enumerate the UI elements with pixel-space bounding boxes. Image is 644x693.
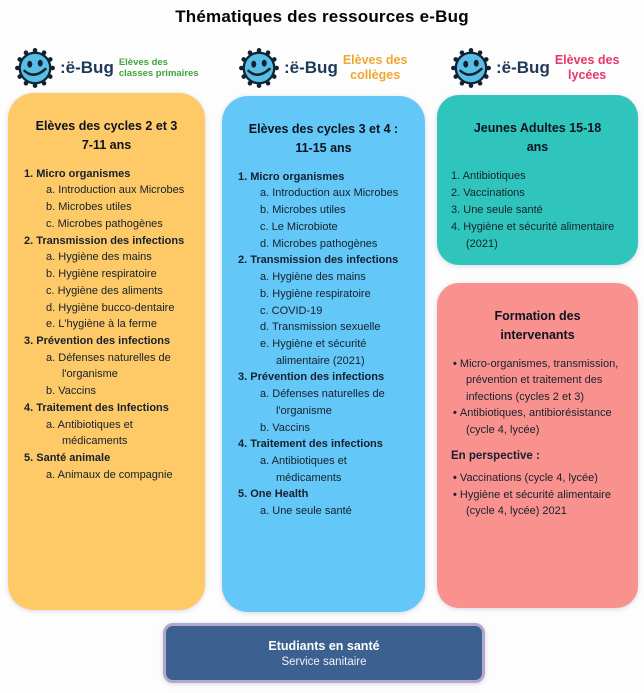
audience-line: collèges xyxy=(350,68,401,82)
logo-ebug-primaires xyxy=(14,47,199,89)
perspective-bullet-list xyxy=(449,470,626,520)
topic-item-text: Défenses naturelles de l'organisme xyxy=(58,351,171,381)
panel-cycles-2-3 xyxy=(8,93,205,610)
topic-item xyxy=(46,283,193,300)
topic-item xyxy=(260,503,413,520)
bullet-text: Vaccinations (cycle 4, lycée) xyxy=(459,472,598,485)
training-bullet-list xyxy=(449,356,626,439)
ebug-brand-text: :ë-Bug xyxy=(496,58,550,77)
panel-title-line: Elèves des cycles 3 et 4 : xyxy=(248,122,399,136)
topic-item-text: Transmission sexuelle xyxy=(272,321,381,334)
topic-item xyxy=(260,303,413,320)
topic-item xyxy=(46,383,193,400)
topic-item xyxy=(260,420,413,437)
topic-item-text: Antibiotiques et médicaments xyxy=(57,418,133,448)
topic-item xyxy=(46,350,193,383)
bullet-text: Hygiène et sécurité alimentaire (cycle 4, lycée) 2021 xyxy=(459,488,611,518)
panel-title xyxy=(449,119,626,158)
section-label: Micro organismes xyxy=(36,167,131,180)
topic-item xyxy=(260,453,413,486)
topic-item xyxy=(451,202,626,219)
logo-ebug-lycees xyxy=(450,47,619,89)
panel-jeunes-adultes xyxy=(437,95,638,265)
bullet-item xyxy=(453,356,626,406)
topic-section xyxy=(24,233,193,333)
footer-line-1: Etudiants en santé xyxy=(268,638,380,653)
panel-title xyxy=(20,117,193,156)
audience-label-lycees xyxy=(555,53,620,83)
panel-title-line: Elèves des cycles 2 et 3 xyxy=(35,119,178,133)
topic-item-text: Hygiène des mains xyxy=(58,251,152,264)
audience-line: Elèves des xyxy=(342,53,408,67)
topic-item-text: Introduction aux Microbes xyxy=(272,187,399,200)
microbe-mascot-icon xyxy=(14,47,56,89)
ebug-brand-text: :ë-Bug xyxy=(284,58,338,77)
topic-list xyxy=(449,168,626,253)
section-label: Transmission des infections xyxy=(36,234,185,247)
topic-item xyxy=(46,266,193,283)
topic-item xyxy=(260,185,413,202)
panel-title-line: Jeunes Adultes 15-18 xyxy=(473,121,602,135)
topic-section xyxy=(24,400,193,450)
panel-title-line: Formation des xyxy=(494,309,581,323)
microbe-mascot-icon xyxy=(450,47,492,89)
audience-line: Elèves des xyxy=(554,53,620,67)
topic-item-text: Microbes pathogènes xyxy=(272,237,378,250)
audience-label-colleges xyxy=(343,53,408,83)
topic-item xyxy=(260,319,413,336)
panel-title xyxy=(234,120,413,159)
topic-item-text: Hygiène des aliments xyxy=(57,284,163,297)
topic-item xyxy=(260,219,413,236)
topic-section xyxy=(24,333,193,400)
topic-item xyxy=(451,219,626,253)
topic-section xyxy=(238,436,413,486)
topic-item xyxy=(46,216,193,233)
topic-item xyxy=(46,182,193,199)
topic-section xyxy=(238,169,413,253)
section-label: Traitement des Infections xyxy=(36,401,169,414)
topic-item-text: Défenses naturelles de l'organisme xyxy=(272,388,385,417)
section-label: Prévention des infections xyxy=(36,334,171,347)
topic-item-text: Antibiotiques et médicaments xyxy=(271,454,347,484)
topic-item xyxy=(260,269,413,286)
topic-item xyxy=(46,300,193,317)
topic-item-text: Hygiène et sécurité alimentaire (2021) xyxy=(272,337,367,367)
panel-title-line: 11-15 ans xyxy=(295,141,352,156)
audience-label-primaires xyxy=(119,57,199,80)
audience-line: classes primaires xyxy=(118,68,199,79)
topic-item-text: Le Microbiote xyxy=(271,220,338,233)
topic-item-text: Microbes utiles xyxy=(58,201,132,214)
topic-item xyxy=(260,236,413,253)
topic-item xyxy=(451,185,626,202)
topic-item-text: Hygiène respiratoire xyxy=(272,287,371,300)
topic-item-text: Animaux de compagnie xyxy=(57,468,173,481)
microbe-mascot-icon xyxy=(238,47,280,89)
topic-item xyxy=(46,316,193,333)
section-label: Micro organismes xyxy=(250,170,345,183)
ebug-brand-text: :ë-Bug xyxy=(60,58,114,77)
topic-item-text: Vaccins xyxy=(58,385,96,398)
topic-item-text: Introduction aux Microbes xyxy=(58,184,185,197)
footer-line-2: Service sanitaire xyxy=(281,655,367,668)
topic-item xyxy=(46,467,193,484)
topic-outline xyxy=(20,166,193,484)
topic-item xyxy=(46,199,193,216)
panel-title-line: ans xyxy=(526,140,549,155)
topic-item-text: Antibiotiques xyxy=(462,169,526,182)
section-label: Santé animale xyxy=(36,451,111,464)
topic-item-text: Vaccins xyxy=(272,421,310,434)
audience-line: Elèves des xyxy=(118,56,168,68)
topic-outline xyxy=(234,169,413,520)
topic-item xyxy=(451,168,626,185)
bullet-item xyxy=(453,470,626,487)
section-label: One Health xyxy=(250,488,309,501)
page-title: Thématiques des ressources e-Bug xyxy=(175,7,469,26)
logo-ebug-colleges xyxy=(238,47,407,89)
bullet-item xyxy=(453,405,626,438)
topic-item xyxy=(260,202,413,219)
topic-item-text: Microbes utiles xyxy=(272,204,346,217)
topic-item-text: Hygiène bucco-dentaire xyxy=(58,301,175,314)
panel-formation-intervenants xyxy=(437,283,638,608)
topic-item xyxy=(260,286,413,303)
topic-item xyxy=(46,249,193,266)
topic-item-text: Hygiène et sécurité alimentaire (2021) xyxy=(463,220,615,250)
topic-section xyxy=(238,252,413,369)
perspective-subheading: En perspective : xyxy=(451,450,540,463)
topic-item xyxy=(46,417,193,450)
section-label: Transmission des infections xyxy=(250,254,399,267)
bullet-item xyxy=(453,487,626,520)
section-label: Prévention des infections xyxy=(250,371,385,384)
topic-item xyxy=(260,336,413,369)
bullet-text: Antibiotiques, antibiorésistance (cycle 4, lycée) xyxy=(459,407,612,436)
panel-title-line: 7-11 ans xyxy=(81,138,132,153)
topic-item-text: Une seule santé xyxy=(272,505,352,518)
bullet-text: Micro-organismes, transmission, prévention et traitement des infections (cycles 2 et 3) xyxy=(459,357,619,403)
topic-item-text: Une seule santé xyxy=(463,203,543,216)
topic-item-text: Hygiène respiratoire xyxy=(58,268,157,281)
topic-section xyxy=(238,369,413,436)
footer-etudiants-sante xyxy=(163,623,485,683)
panel-title-line: intervenants xyxy=(500,328,575,343)
topic-section xyxy=(24,166,193,233)
section-label: Traitement des infections xyxy=(250,438,383,451)
topic-section xyxy=(238,486,413,519)
topic-item-text: Vaccinations xyxy=(463,186,525,199)
panel-cycles-3-4 xyxy=(222,96,425,612)
topic-item-text: COVID-19 xyxy=(271,304,323,317)
topic-item-text: L'hygiène à la ferme xyxy=(58,318,157,331)
topic-section xyxy=(24,450,193,483)
topic-item xyxy=(260,386,413,419)
topic-item-text: Hygiène des mains xyxy=(272,271,366,284)
audience-line: lycées xyxy=(568,68,607,82)
topic-item-text: Microbes pathogènes xyxy=(57,217,163,230)
panel-title xyxy=(449,307,626,346)
